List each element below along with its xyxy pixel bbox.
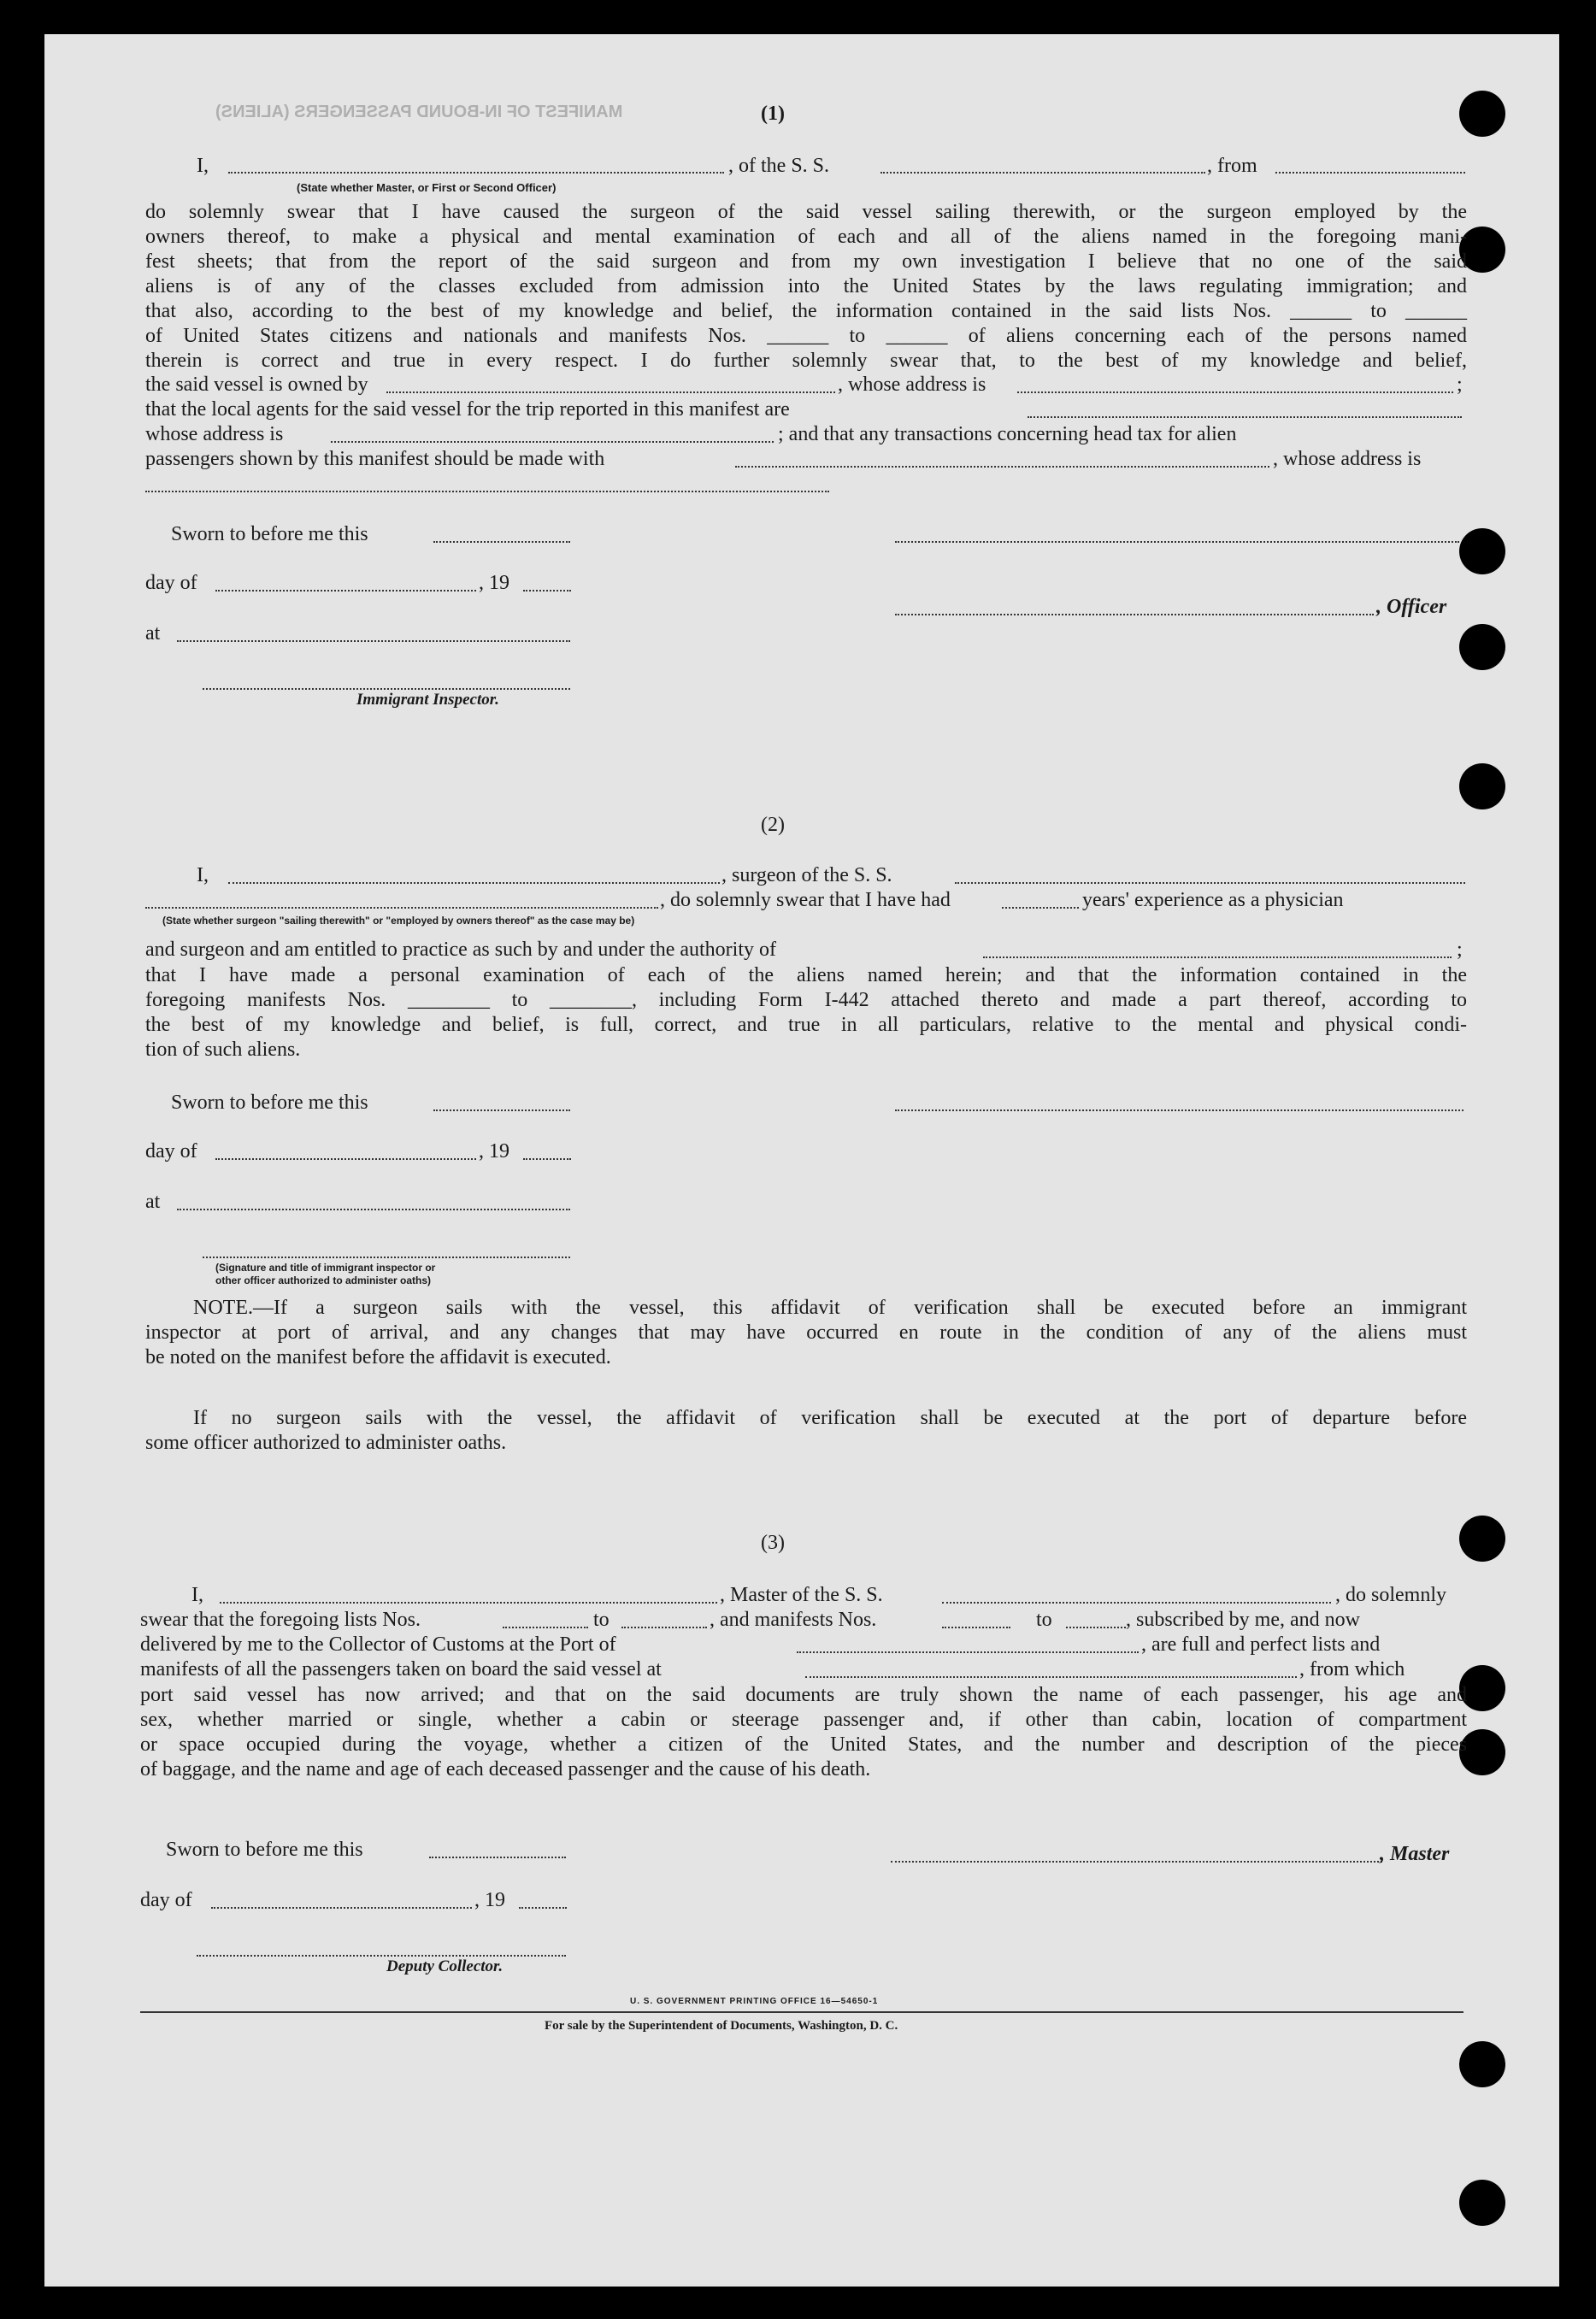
from-which-label: , from which bbox=[1299, 1658, 1405, 1680]
of-the-ss-label: , of the S. S. bbox=[728, 155, 830, 177]
sig-caption-2: other officer authorized to administer oaths) bbox=[215, 1274, 432, 1286]
to-label: to bbox=[593, 1609, 610, 1631]
deputy-label: Deputy Collector. bbox=[386, 1957, 504, 1975]
sworn-label: Sworn to before me this bbox=[171, 523, 368, 545]
sec3-sworn-date-field[interactable] bbox=[429, 1857, 566, 1858]
sec1-body-line: of United States citizens and nationals and manifests Nos. ______ to ______ of aliens concerning each of the persons named bbox=[145, 325, 1467, 347]
section-2-heading: (2) bbox=[761, 814, 785, 836]
sec2-sworn-date-field[interactable] bbox=[433, 1109, 570, 1111]
years-experience-label: years' experience as a physician bbox=[1082, 889, 1344, 911]
binder-hole bbox=[1459, 528, 1505, 574]
master-signature-field[interactable] bbox=[891, 1861, 1382, 1863]
inspector-label: Immigrant Inspector. bbox=[356, 691, 499, 709]
sec2-sworn-label: Sworn to before me this bbox=[171, 1092, 368, 1114]
master-name-field[interactable] bbox=[228, 172, 724, 174]
sec1-line-i: I, bbox=[197, 155, 209, 177]
sec3-master-name-field[interactable] bbox=[220, 1602, 717, 1604]
whose-address-label-3: , whose address is bbox=[1273, 448, 1422, 470]
sec3-year-prefix: , 19 bbox=[474, 1889, 505, 1911]
note-line: inspector at port of arrival, and any changes that may have occurred en route in the condition of any of the aliens must bbox=[145, 1321, 1467, 1344]
sec1-body-line: fest sheets; that from the report of the said surgeon and from my own investigation I believe that no one of the said bbox=[145, 250, 1467, 273]
head-tax-contact-field[interactable] bbox=[735, 466, 1269, 468]
deputy-signature-field[interactable] bbox=[197, 1955, 566, 1957]
sec1-body-line: aliens is of any of the classes excluded from admission into the United States by the laws regulating immigration; and bbox=[145, 275, 1467, 297]
at-label: at bbox=[145, 622, 161, 644]
section-1-heading: (1) bbox=[761, 103, 785, 125]
sec2-year-field[interactable] bbox=[523, 1158, 571, 1160]
semicolon: ; bbox=[1457, 374, 1463, 396]
sec3-body-line: sex, whether married or single, whether a cabin or steerage passenger and, if other than cabin, location of compartment bbox=[140, 1709, 1467, 1731]
from-label: , from bbox=[1207, 155, 1257, 177]
full-perfect-label: , are full and perfect lists and bbox=[1141, 1633, 1381, 1656]
note-line: NOTE.—If a surgeon sails with the vessel, this affidavit of verification shall be executed before an immigrant bbox=[193, 1297, 1467, 1319]
sec3-sworn-label: Sworn to before me this bbox=[166, 1839, 363, 1861]
binder-hole bbox=[1459, 763, 1505, 809]
head-tax-text: ; and that any transactions concerning head tax for alien bbox=[778, 423, 1237, 445]
surgeon-of-label: , surgeon of the S. S. bbox=[721, 864, 892, 886]
sec2-day-of-label: day of bbox=[145, 1140, 197, 1162]
bleed-through-title: MANIFEST OF IN-BOUND PASSENGERS (ALIENS) bbox=[215, 103, 623, 121]
sec3-do-solemnly: , do solemnly bbox=[1335, 1584, 1446, 1606]
head-tax-address-field[interactable] bbox=[145, 491, 829, 492]
port-field[interactable] bbox=[797, 1651, 1139, 1653]
owner-address-field[interactable] bbox=[1017, 391, 1453, 393]
manifests-to-field[interactable] bbox=[1066, 1627, 1126, 1628]
master-of-label: , Master of the S. S. bbox=[720, 1584, 883, 1606]
owned-by-label: the said vessel is owned by bbox=[145, 374, 368, 396]
sec1-body-line: therein is correct and true in every respect. I do further solemnly swear that, to the best of my knowledge and belief, bbox=[145, 350, 1467, 372]
authority-field[interactable] bbox=[983, 956, 1452, 958]
binder-hole bbox=[1459, 2180, 1505, 2226]
manifests-all-label: manifests of all the passengers taken on board the said vessel at bbox=[140, 1658, 662, 1680]
for-sale-note: For sale by the Superintendent of Documents, Washington, D. C. bbox=[545, 2019, 898, 2033]
day-of-label: day of bbox=[145, 572, 197, 594]
sec3-body-line: port said vessel has now arrived; and that on the said documents are truly shown the name of each passenger, his age and bbox=[140, 1684, 1467, 1706]
subscribed-label: , subscribed by me, and now bbox=[1126, 1609, 1360, 1631]
from-port-field[interactable] bbox=[1275, 172, 1465, 174]
sworn-date-field[interactable] bbox=[433, 541, 570, 543]
section-3-heading: (3) bbox=[761, 1532, 785, 1554]
officer-label: , Officer bbox=[1376, 596, 1447, 618]
at-place-field[interactable] bbox=[177, 640, 570, 642]
do-solemnly-label: , do solemnly swear that I have had bbox=[660, 889, 951, 911]
sec2-at-field[interactable] bbox=[177, 1209, 570, 1210]
officer-signature-field-top[interactable] bbox=[895, 541, 1459, 543]
authority-label: and surgeon and am entitled to practice as such by and under the authority of bbox=[145, 939, 776, 961]
sec2-year-prefix: , 19 bbox=[479, 1140, 509, 1162]
binder-hole bbox=[1459, 624, 1505, 670]
form-sheet bbox=[44, 34, 1559, 2287]
sec2-day-field[interactable] bbox=[215, 1158, 476, 1160]
sec1-body-line: that also, according to the best of my knowledge and belief, the information contained in the said lists Nos. ______ to ______ bbox=[145, 300, 1467, 322]
sec2-body-line: the best of my knowledge and belief, is full, correct, and true in all particulars, relative to the mental and physical condi- bbox=[145, 1014, 1467, 1036]
agents-address-field[interactable] bbox=[331, 441, 774, 443]
sec2-body-line: tion of such aliens. bbox=[145, 1039, 301, 1061]
boarding-port-field[interactable] bbox=[805, 1676, 1297, 1678]
sec2-body-line: that I have made a personal examination of each of the aliens named herein; and that the information contained in the bbox=[145, 964, 1467, 986]
local-agents-label: that the local agents for the said vessel for the trip reported in this manifest are bbox=[145, 398, 790, 421]
no-surgeon-line: If no surgeon sails with the vessel, the affidavit of verification shall be executed at the port of departure before bbox=[193, 1407, 1467, 1429]
swear-lists-label: swear that the foregoing lists Nos. bbox=[140, 1609, 421, 1631]
surgeon-ship-field[interactable] bbox=[955, 882, 1465, 884]
sec3-body-line: or space occupied during the voyage, whether a citizen of the United States, and the number and description of the pieces bbox=[140, 1733, 1467, 1756]
local-agents-field[interactable] bbox=[1028, 416, 1462, 418]
sec3-day-field[interactable] bbox=[211, 1907, 472, 1909]
day-of-month-field[interactable] bbox=[215, 590, 476, 592]
no-surgeon-line: some officer authorized to administer oaths. bbox=[145, 1432, 507, 1454]
whose-address-label: , whose address is bbox=[838, 374, 986, 396]
and-manifests-label: , and manifests Nos. bbox=[710, 1609, 877, 1631]
agents-address-label: whose address is bbox=[145, 423, 284, 445]
to-label-2: to bbox=[1036, 1609, 1052, 1631]
master-label: , Master bbox=[1380, 1843, 1450, 1865]
sec3-day-of-label: day of bbox=[140, 1889, 192, 1911]
surgeon-name-field[interactable] bbox=[228, 882, 720, 884]
lists-to-field[interactable] bbox=[621, 1627, 707, 1628]
sig-caption-1: (Signature and title of immigrant inspector or bbox=[215, 1262, 436, 1274]
sec2-body-line: foregoing manifests Nos. ________ to ________, including Form I-442 attached thereto and made a part thereof, according to bbox=[145, 989, 1467, 1011]
inspector-officer-signature-field[interactable] bbox=[203, 1257, 570, 1258]
note-line: be noted on the manifest before the affidavit is executed. bbox=[145, 1346, 611, 1368]
binder-hole bbox=[1459, 1516, 1505, 1562]
officer-signature-field[interactable] bbox=[895, 614, 1374, 615]
sec2-at-label: at bbox=[145, 1191, 161, 1213]
owner-field[interactable] bbox=[386, 391, 835, 393]
delivered-label: delivered by me to the Collector of Customs at the Port of bbox=[140, 1633, 616, 1656]
year-prefix: , 19 bbox=[479, 572, 509, 594]
lists-from-field[interactable] bbox=[503, 1627, 588, 1628]
footer-rule bbox=[140, 2011, 1463, 2013]
sec3-year-field[interactable] bbox=[519, 1907, 567, 1909]
sec1-body-line: do solemnly swear that I have caused the surgeon of the said vessel sailing therewith, or the surgeon employed by the bbox=[145, 201, 1467, 223]
sec3-ship-field[interactable] bbox=[942, 1602, 1331, 1604]
gpo-imprint: U. S. GOVERNMENT PRINTING OFFICE 16—54650-1 bbox=[630, 1997, 879, 2006]
semicolon-2: ; bbox=[1457, 939, 1463, 961]
ship-name-field[interactable] bbox=[880, 172, 1205, 174]
master-caption: (State whether Master, or First or Second Officer) bbox=[297, 181, 557, 194]
sec1-body-line: owners thereof, to make a physical and mental examination of each and all of the aliens named in the foregoing mani- bbox=[145, 226, 1467, 248]
binder-hole bbox=[1459, 91, 1505, 137]
year-field[interactable] bbox=[523, 590, 571, 592]
years-experience-field[interactable] bbox=[1002, 907, 1079, 909]
manifests-from-field[interactable] bbox=[942, 1627, 1010, 1628]
sec2-i-label: I, bbox=[197, 864, 209, 886]
surgeon-signature-field[interactable] bbox=[895, 1109, 1463, 1111]
passengers-shown-label: passengers shown by this manifest should be made with bbox=[145, 448, 605, 470]
sec3-body-line: of baggage, and the name and age of each deceased passenger and the cause of his death. bbox=[140, 1758, 871, 1780]
sec3-i-label: I, bbox=[191, 1584, 203, 1606]
surgeon-type-field[interactable] bbox=[145, 907, 658, 909]
surgeon-caption: (State whether surgeon "sailing therewith" or "employed by owners thereof" as the case may be) bbox=[162, 915, 635, 927]
inspector-signature-field[interactable] bbox=[203, 688, 570, 690]
binder-hole bbox=[1459, 2041, 1505, 2087]
